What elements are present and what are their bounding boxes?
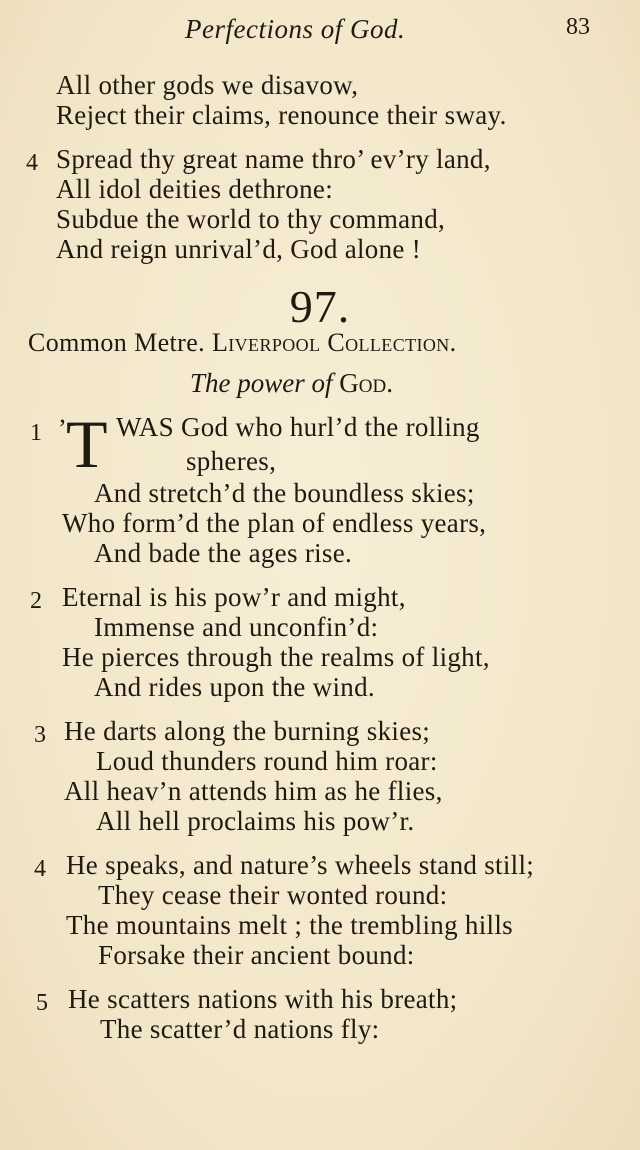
verse-number: 1 [30,420,42,446]
verse-number: 3 [34,722,46,748]
verse-line: Loud thunders round him roar: [96,746,438,776]
opening-quote: ’ [58,414,67,443]
verse-line: He speaks, and nature’s wheels stand still; [66,850,535,880]
prev-hymn-line: And reign unrival’d, God alone ! [56,234,422,264]
prev-hymn-line: All idol deities dethrone: [56,174,333,204]
verse-line: Immense and unconfin’d: [94,612,379,642]
verse-line: The mountains melt ; the trembling hills [66,910,513,940]
verse-line: They cease their wonted round: [98,880,448,910]
drop-cap: T [66,406,108,482]
collection-name: Liverpool Collection. [211,328,457,357]
prev-hymn-line: All other gods we disavow, [56,70,359,100]
hymn-title-name: God. [339,368,393,398]
verse-line: And bade the ages rise. [94,538,353,568]
verse-number: 2 [30,588,42,614]
hymn-title-text: The power of [190,368,333,398]
verse-line: Eternal is his pow’r and might, [62,582,406,612]
hymn-number: 97. [289,281,351,332]
page-header [0,14,640,50]
prev-hymn-line: Reject their claims, renounce their sway. [56,100,507,130]
running-head: Perfections of God. [185,14,406,44]
verse-line: He scatters nations with his breath; [68,984,458,1014]
verse-line: He darts along the burning skies; [64,716,431,746]
verse-line: Forsake their ancient bound: [98,940,415,970]
verse-line: All hell proclaims his pow’r. [96,806,415,836]
verse-line: All heav’n attends him as he flies, [64,776,443,806]
hymn-title [190,368,393,399]
prev-hymn-line: Subdue the world to thy command, [56,204,446,234]
verse-line: He pierces through the realms of light, [62,642,490,672]
verse-line: And stretch’d the boundless skies; [94,478,475,508]
prev-hymn-line: Spread thy great name thro’ ev’ry land, [56,144,491,174]
metre-label: Common Metre. [28,328,206,357]
verse-number: 5 [36,990,48,1016]
verse-line: The scatter’d nations fly: [100,1014,380,1044]
metre-line [28,328,457,358]
verse-line: WAS God who hurl’d the rolling [116,412,480,442]
verse-line: And rides upon the wind. [94,672,375,702]
verse-number: 4 [26,150,38,176]
verse-number: 4 [34,856,46,882]
verse-line: spheres, [186,446,277,476]
verse-line: Who form’d the plan of endless years, [62,508,487,538]
page-number: 83 [566,14,590,40]
